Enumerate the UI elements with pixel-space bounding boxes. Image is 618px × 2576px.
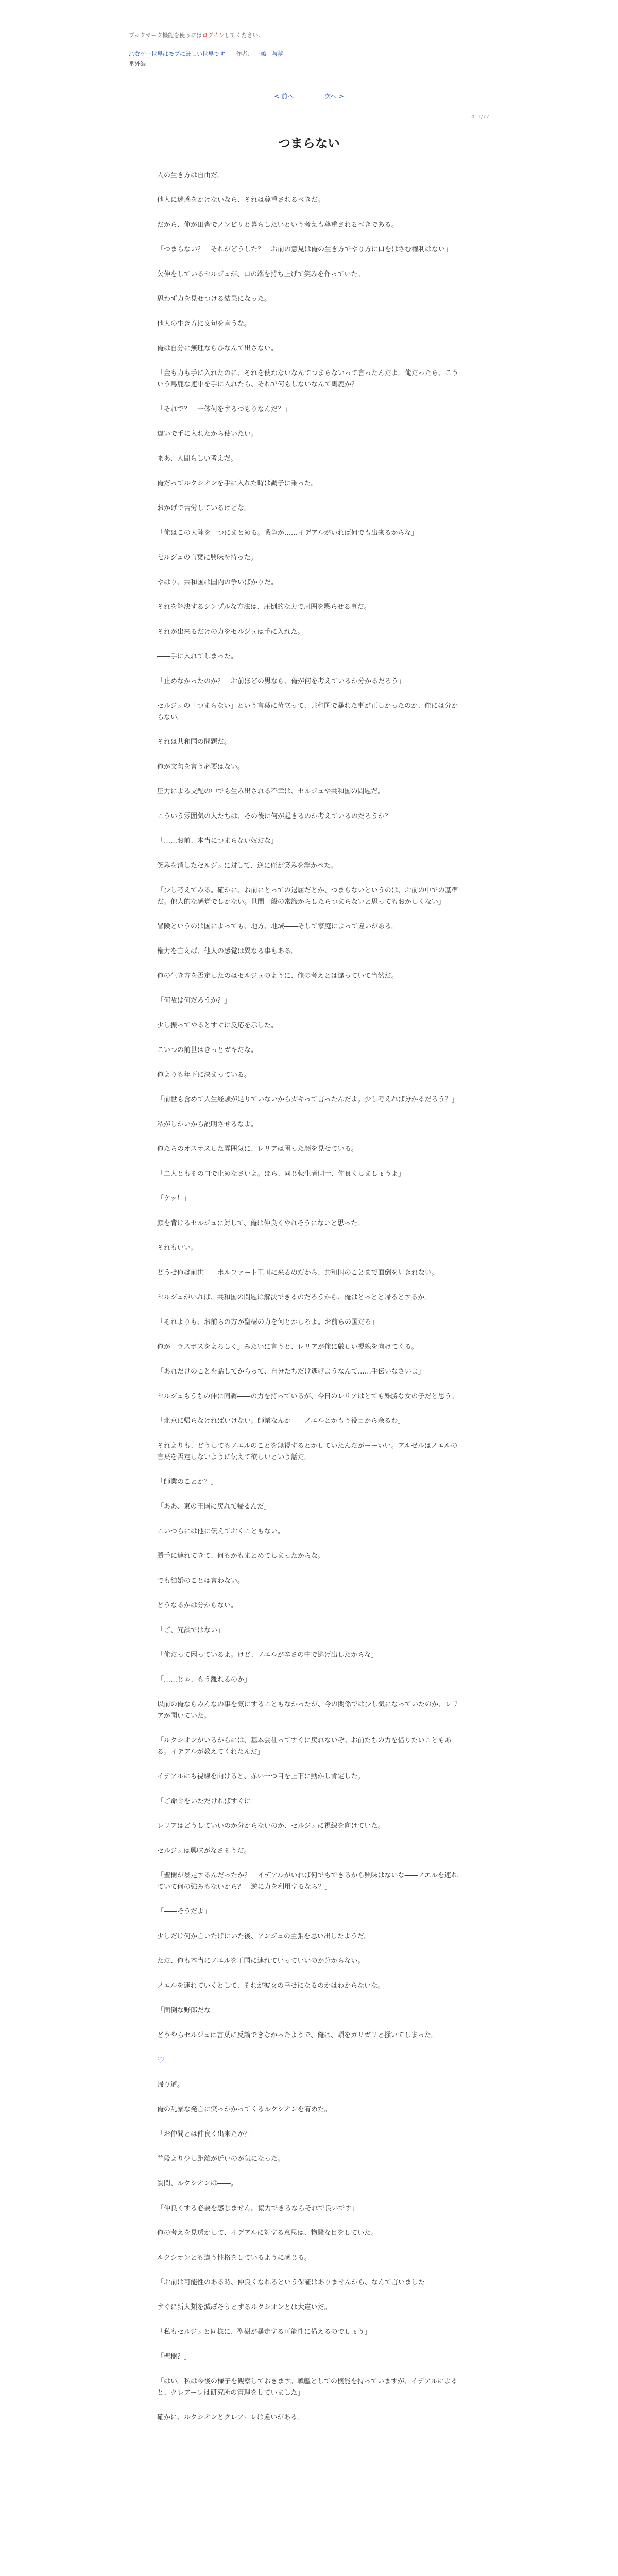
story-paragraph: 帰り道。 (157, 2081, 184, 2089)
story-paragraph: 違いで手に入れたから使いたい。 (157, 430, 258, 438)
story-paragraph: 「聖樹が暴走するんだったか？ イデアルがいれば何でもできるから興味はないな――ノエルを連れていて何の強みもないから？ 逆に力を利用するなら？」 (157, 1872, 458, 1891)
heart-separator: ♡ (157, 2055, 165, 2065)
story-paragraph: 「私もセルジュと同様に、聖樹が暴走する可能性に備えるのでしょう」 (157, 2328, 371, 2336)
story-paragraph: 「……お前、本当につまらない奴だな」 (157, 837, 278, 845)
story-paragraph: 「それで？ 一体何をするつもりなんだ？」 (157, 405, 291, 413)
story-paragraph: 「ご、冗談ではない」 (157, 1626, 225, 1634)
story-paragraph: イデアルにも視線を向けると、赤い一つ目を上下に動かし肯定した。 (157, 1773, 365, 1781)
story-paragraph: 顔を背けるセルジュに対して、俺は仲良くやれそうにないと思った。 (157, 1219, 365, 1227)
story-paragraph: 俺の乱暴な発言に突っかかってくるルクシオンを宥めた。 (157, 2106, 331, 2113)
story-paragraph: それが出来るだけの力をセルジュは手に入れた。 (157, 628, 304, 636)
story-paragraph: 「ああ、東の王国に戻れて帰るんだ」 (157, 1503, 271, 1511)
story-paragraph: 「お仲間とは仲良く出来たか？」 (157, 2130, 258, 2138)
story-paragraph: こいつの前世はきっとガキだな。 (157, 1046, 258, 1054)
story-paragraph: 私がしかいから説明させるなよ。 (157, 1121, 258, 1128)
story-paragraph: 質問、ルクシオンは――。 (157, 2180, 237, 2188)
story-paragraph: レリアはどうしていいのか分からないのか、セルジュに視線を向けていた。 (157, 1822, 385, 1830)
prev-button[interactable]: < 前へ (274, 93, 294, 100)
story-paragraph: 思わず力を見せつける結果になった。 (157, 295, 271, 303)
story-paragraph: やはり、共和国は国内の争いばかりだ。 (157, 579, 278, 586)
story-paragraph: 冒険というのは国によっても、地方、地域――そして家庭によって違いがある。 (157, 923, 399, 930)
story-paragraph: こいつらには他に伝えておくこともない。 (157, 1528, 285, 1535)
bookmark-notice (129, 31, 264, 39)
story-paragraph: 「あれだけのことを話してからって、自分たちだけ逃げようなんて……手伝いなさいよ」 (157, 1368, 425, 1376)
chapter-label: 番外編 (129, 61, 146, 67)
story-paragraph: 「ケッ！」 (157, 1195, 191, 1202)
story-paragraph: 「ご命令をいただければすぐに」 (157, 1798, 258, 1805)
story-paragraph: 俺の考えを見透かして、イデアルに対する意思は、物騒な目をしていた。 (157, 2229, 378, 2237)
story-paragraph: 「聖樹？」 (157, 2353, 191, 2361)
author-label: 作者： (236, 50, 253, 57)
story-paragraph: こういう雰囲気の人たちは、その後に何が起きるのか考えているのだろうか？ (157, 812, 392, 820)
story-paragraph: 「師業のことか？」 (157, 1478, 218, 1486)
series-meta (129, 49, 283, 58)
story-paragraph: 少し振ってやるとすぐに反応を示した。 (157, 1022, 278, 1029)
story-paragraph: ただ、俺も本当にノエルを王国に連れていっていいのか分からない。 (157, 1957, 365, 1965)
story-paragraph: セルジュは興味がなさそうだ。 (157, 1847, 251, 1855)
story-paragraph: 「俺だって困っているよ。けど、ノエルが辛さの中で逃げ出したからな」 (157, 1651, 378, 1659)
story-paragraph: 俺が「ラスボスをよろしく」みたいに言うと、レリアが俺に厳しい視線を向けてくる。 (157, 1343, 418, 1351)
story-paragraph: どうせ俺は前世――ホルファート王国に来るのだから、共和国のことまで面倒を見きれない。 (157, 1269, 438, 1277)
story-paragraph: 以前の俺ならみんなの事を気にすることもなかったが、今の関係では少し気になっていたのか、レリアが聞いていた。 (157, 1701, 459, 1720)
story-paragraph: 「……じゃ、もう離れるのか」 (157, 1676, 251, 1684)
story-paragraph: 「前世も含めて人生経験が足りていないからガキって言ったんだよ。少し考えれば分かるだろう？」 (157, 1096, 458, 1104)
story-paragraph: 「ルクシオンがいるからには、基本会社ってすぐに戻れないぞ。お前たちの力を借りたいこともある。イデアルが教えてくれたんだ」 (157, 1737, 452, 1756)
story-paragraph: 「少し考えてみる。確かに、お前にとっての退屈だとか、つまらないというのは、お前の中での基準だ。他人的な感覚でしかない。世間一般の常識からしたらつまらないと思ってもおかしくない」 (157, 887, 458, 906)
story-paragraph: 俺が文句を言う必要はない。 (157, 763, 245, 771)
story-paragraph: 「北京に帰らなければいけない。師業なんか――ノエルとかもう役目から余るわ」 (157, 1417, 405, 1425)
story-paragraph: それもいい。 (157, 1244, 198, 1252)
story-paragraph: ――手に入れてしまった。 (157, 653, 238, 660)
story-paragraph: 笑みを消したセルジュに対して、逆に俺が笑みを浮かべた。 (157, 862, 338, 870)
story-paragraph: ルクシオンとも違う性格をしているように感じる。 (157, 2254, 311, 2262)
story-paragraph: 「止めなかったのか？ お前ほどの男なら、俺が何を考えているか分かるだろう」 (157, 677, 405, 685)
story-paragraph: 欠伸をしているセルジュが、口の端を持ち上げて笑みを作っていた。 (157, 270, 365, 278)
bookmark-notice-prefix: ブックマーク機能を使うには (129, 32, 202, 39)
author-link[interactable]: 三嶋 与夢 (255, 50, 283, 57)
story-paragraph: 「金も力も手に入れたのに、それを使わないなんてつまらないって言ったんだよ。俺だったら、こういう馬鹿な連中を手に入れたら、それで何もしないなんて馬鹿か？」 (157, 369, 459, 388)
story-paragraph: 俺たちのオスオスした雰囲気に、レリアは困った顔を見せている。 (157, 1145, 358, 1153)
next-button[interactable]: 次へ > (324, 93, 344, 100)
story-paragraph: おかげで苦労しているけどな。 (157, 504, 251, 512)
story-paragraph: セルジュもうちの伸に同調――の力を持っているが、今日のレリアはとても殊勝な女の子だと思う。 (157, 1393, 458, 1400)
story-paragraph: それを解決するシンプルな方法は、圧倒的な力で周囲を黙らせる事だ。 (157, 603, 371, 611)
story-paragraph: 人の生き方は自由だ。 (157, 172, 225, 179)
story-paragraph: 「二人ともその口で止めなさいよ。ほら、同じ転生者同士、仲良くしましょうよ」 (157, 1170, 405, 1178)
story-paragraph: 「何故は何だろうか？」 (157, 997, 231, 1005)
story-paragraph: 確かに、ルクシオンとクレアーレは違いがある。 (157, 2414, 304, 2421)
story-paragraph: ノエルを連れていくとして、それが彼女の幸せになるのかはわからないな。 (157, 1982, 385, 1990)
story-paragraph: それは共和国の問題だ。 (157, 738, 231, 746)
story-paragraph: 俺は自分に無理ならひなんて出さない。 (157, 345, 278, 352)
story-paragraph: 「それよりも、お前らの方が聖樹の力を何とかしろよ。お前らの国だろ」 (157, 1318, 379, 1326)
story-paragraph: 「はい。私は今後の様子を観察しておきます。戦艦としての機能を持っていますが、イデアルによると、クレアーレは研究所の管理をしていました」 (157, 2378, 458, 2397)
story-paragraph: セルジュの言葉に興味を持った。 (157, 554, 258, 562)
series-title-link[interactable]: 乙女ゲー世界はモブに厳しい世界です (129, 50, 225, 57)
story-paragraph: セルジュの「つまらない」という言葉に苛立って、共和国で暴れた事が正しかったのか、俺には分からない。 (157, 702, 458, 721)
story-paragraph: だから、俺が田舎でノンビリと暮らしたいという考えも尊重されるべきである。 (157, 221, 398, 229)
page-count: 411/77 (471, 114, 489, 120)
story-body (157, 170, 461, 2437)
story-paragraph: 他人の生き方に文句を言うな。 (157, 320, 251, 328)
story-paragraph: 圧力による支配の中でも生み出される不幸は、セルジュや共和国の問題だ。 (157, 788, 385, 795)
story-paragraph: 俺の生き方を否定したのはセルジュのように、俺の考えとは違っていて当然だ。 (157, 972, 398, 980)
story-part-b (157, 2079, 461, 2424)
story-paragraph: セルジュがいれば、共和国の問題は解決できるのだろうから、俺はとっとと帰るとするか。 (157, 1294, 432, 1301)
story-paragraph: 普段より少し距離が近いのが気になった。 (157, 2155, 285, 2163)
story-paragraph: 俺だってルクシオンを手に入れた時は調子に乗った。 (157, 480, 318, 487)
story-paragraph: 勝手に連れてきて、何もかもまとめてしまったからな。 (157, 1552, 324, 1560)
story-paragraph: 「俺はこの大陸を一つにまとめる。戦争が……イデアルがいれば何でも出来るからな」 (157, 529, 418, 537)
story-paragraph: 「――そうだよ」 (157, 1908, 211, 1916)
story-paragraph: それよりも、どうしてもノエルのことを無視するとかしていたんだがーーいい。アルゼルはノエルの言葉を否定しないように伝えて欲しいという話だ。 (157, 1442, 458, 1461)
story-paragraph: まあ、人間らしい考えだ。 (157, 455, 237, 463)
story-paragraph: 俺よりも年下に決まっている。 (157, 1071, 251, 1079)
story-paragraph: 「仲良くする必要を感じません。協力できるならそれで良いです」 (157, 2205, 358, 2212)
story-paragraph: 他人に迷惑をかけないなら、それは尊重されるべきだ。 (157, 196, 325, 204)
story-paragraph: どうなるかは分からない。 (157, 1602, 238, 1609)
chapter-title: つまらない (278, 136, 340, 150)
story-paragraph: 権力を言えば、他人の感覚は異なる事もある。 (157, 947, 298, 955)
story-part-a (157, 170, 461, 2041)
story-paragraph: 「お前は可能性のある時、仲良くなれるという保証はありませんから、なんて言いました」 (157, 2279, 432, 2286)
login-link[interactable]: ログイン (202, 32, 225, 39)
story-paragraph: どうやらセルジュは言葉に反論できなかったようで、俺は、頭をガリガリと掻いてしまった。 (157, 2031, 438, 2039)
story-paragraph: 少しだけ何か言いたげにいた後、アンジュの主張を思い出したようだ。 (157, 1933, 371, 1940)
pager-nav (0, 92, 618, 100)
story-paragraph: すぐに新人類を滅ぼそうとするルクシオンとは大違いだ。 (157, 2303, 331, 2311)
story-paragraph: でも結婚のことは言わない。 (157, 1577, 245, 1585)
story-paragraph: 「つまらない？ それがどうした？ お前の意見は俺の生き方でやり方に口をはさむ権利はない」 (157, 246, 452, 253)
bookmark-notice-suffix: してください。 (224, 32, 264, 39)
story-paragraph: 「面倒な野郎だな」 (157, 2007, 218, 2014)
